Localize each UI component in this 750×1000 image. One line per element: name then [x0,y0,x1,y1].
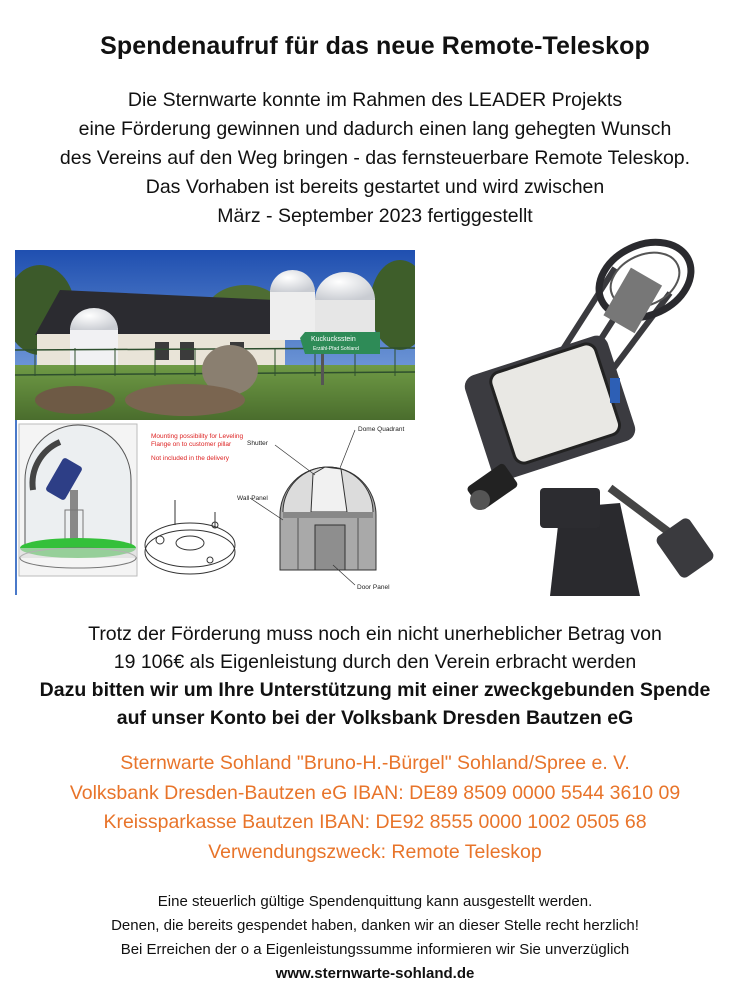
payment-reference: Verwendungszweck: Remote Teleskop [208,840,542,863]
diagram-note-1: Mounting possibility for Leveling [151,433,244,440]
ask-line: 19 106€ als Eigenleistung durch den Verein erbracht werden [113,651,637,673]
intro-line: des Vereins auf den Weg bringen - das fernsteuerbare Remote Teleskop. [59,147,691,169]
label-wall-panel: Wall Panel [237,495,268,502]
ask-bold-line: auf unser Konto bei der Volksbank Dresden Bautzen eG [116,707,634,729]
intro-line: eine Förderung gewinnen und dadurch einen lang gehegten Wunsch [78,118,672,140]
ask-bold-line: Dazu bitten wir um Ihre Unterstützung mit einer zweckgebunden Spende [39,679,711,701]
account-holder: Sternwarte Sohland "Bruno-H.-Bürgel" Sohland/Spree e. V. [120,752,630,774]
intro-line: Die Sternwarte konnte im Rahmen des LEADER Projekts [127,89,623,111]
intro-line: Das Vorhaben ist bereits gestartet und wird zwischen [145,176,605,198]
donation-request [0,620,750,732]
footer-line: Denen, die bereits gespendet haben, danken wir an dieser Stelle recht herzlich! [111,917,639,934]
label-dome-quadrant: Dome Quadrant [358,426,405,433]
observatory-photo [15,250,415,420]
sign-line-2: Erzähl-Pfad Sohland [313,346,359,352]
telescope-image [440,238,740,596]
intro-paragraph [0,86,750,231]
footer-line: Bei Erreichen der o a Eigenleistungssumme informieren wir Sie unverzüglich [120,941,630,958]
intro-line: März - September 2023 fertiggestellt [217,205,533,227]
website-link[interactable]: www.sternwarte-sohland.de [275,965,475,982]
label-door-panel: Door Panel [357,584,390,591]
label-shutter: Shutter [247,440,268,447]
sign-line-1: Kuckucksstein [311,336,356,343]
dome-diagram [15,420,425,595]
bank-details [0,749,750,867]
iban-volksbank: Volksbank Dresden-Bautzen eG IBAN: DE89 8509 0000 5544 3610 09 [69,781,681,804]
ask-line: Trotz der Förderung muss noch ein nicht unerheblicher Betrag von [88,623,662,645]
page-title: Spendenaufruf für das neue Remote-Teleskop [100,32,650,60]
iban-kreissparkasse: Kreissparkasse Bautzen IBAN: DE92 8555 0000 1002 0505 68 [103,811,647,833]
diagram-note-2: Flange on to customer pillar [151,441,232,448]
footer-line: Eine steuerlich gültige Spendenquittung kann ausgestellt werden. [157,893,593,910]
diagram-note-3: Not included in the delivery [151,455,230,462]
footer-notes [0,890,750,986]
